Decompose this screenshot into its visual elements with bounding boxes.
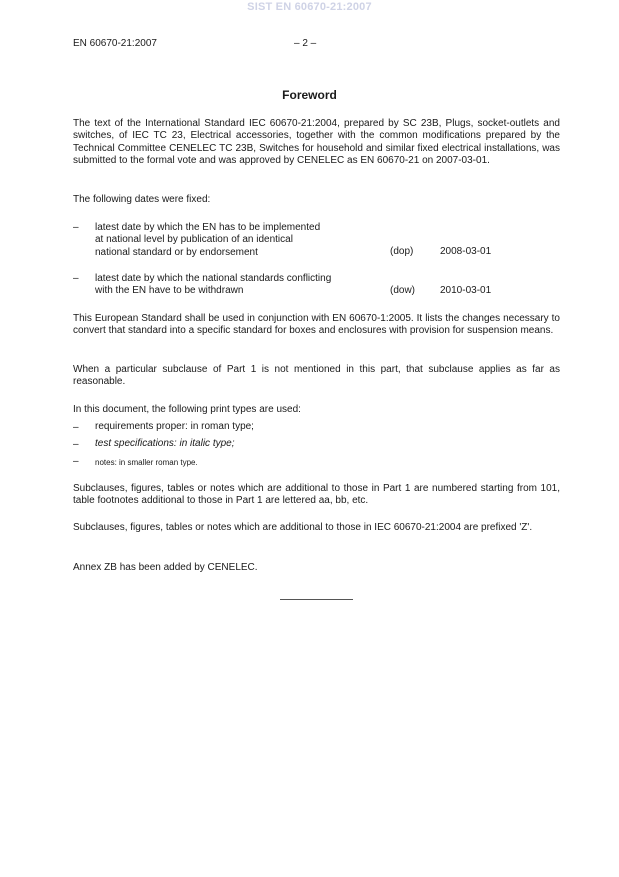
- dates-item-2-dash: –: [73, 273, 79, 284]
- page-title: Foreword: [282, 88, 337, 102]
- dates-item-1-text: [95, 222, 320, 259]
- dates-item-2-text: [95, 273, 331, 298]
- header-page-number: – 2 –: [294, 38, 317, 49]
- dates-item-2-line-1: latest date by which the national standards conflicting: [95, 273, 332, 284]
- foreword-paragraph-6: Annex ZB has been added by CENELEC.: [73, 562, 258, 573]
- dates-item-1-code: (dop): [390, 246, 414, 257]
- print-type-2-dash: –: [73, 439, 79, 450]
- dates-item-2-code: (dow): [390, 285, 416, 296]
- print-type-2-text: test specifications: in italic type;: [95, 438, 235, 449]
- print-type-3-dash: –: [73, 456, 79, 467]
- dates-item-1-date: 2008-03-01: [440, 246, 492, 257]
- print-type-3-text: notes: in smaller roman type.: [95, 458, 198, 467]
- dates-item-1-line-1: latest date by which the EN has to be implemented: [95, 222, 321, 233]
- print-types-intro: In this document, the following print types are used:: [73, 404, 301, 415]
- foreword-paragraph-5: Subclauses, figures, tables or notes which are additional to those in IEC 60670-21:2004 are prefixed 'Z'.: [73, 522, 533, 533]
- foreword-paragraph-4: Subclauses, figures, tables or notes which are additional to those in Part 1 are numbered starting from 101, table footnotes additional to those in Part 1 are lettered aa, bb, etc.: [73, 483, 560, 507]
- dates-item-2-line-2: with the EN have to be withdrawn: [95, 285, 244, 297]
- watermark: SIST EN 60670-21:2007: [247, 1, 372, 13]
- foreword-paragraph-3: When a particular subclause of Part 1 is not mentioned in this part, that subclause applies as far as reasonable.: [73, 364, 560, 388]
- dates-item-1-line-3: national standard or by endorsement: [95, 246, 258, 258]
- dates-item-2-date: 2010-03-01: [440, 285, 492, 296]
- dates-intro: The following dates were fixed:: [73, 194, 211, 205]
- dates-item-1-dash: –: [73, 222, 79, 233]
- dates-item-1-line-2: at national level by publication of an identical: [95, 234, 293, 246]
- end-divider: [280, 599, 353, 600]
- print-type-1-text: requirements proper: in roman type;: [95, 421, 254, 432]
- foreword-paragraph-1: The text of the International Standard IEC 60670-21:2004, prepared by SC 23B, Plugs, socket-outlets and switches, of IEC TC 23, Electrical accessories, together with the common modifications prepared by the Technical Committee CENELEC TC 23B, Switches for household and similar fixed electrical installations, was submitted to the formal vote and was approved by CENELEC as EN 60670-21 on 2007-03-01.: [73, 118, 560, 166]
- foreword-paragraph-2: This European Standard shall be used in conjunction with EN 60670-1:2005. It lists the changes necessary to convert that standard into a specific standard for boxes and enclosures with provision for suspension means.: [73, 313, 560, 337]
- header-doc-id: EN 60670-21:2007: [73, 38, 157, 49]
- print-type-1-dash: –: [73, 422, 79, 433]
